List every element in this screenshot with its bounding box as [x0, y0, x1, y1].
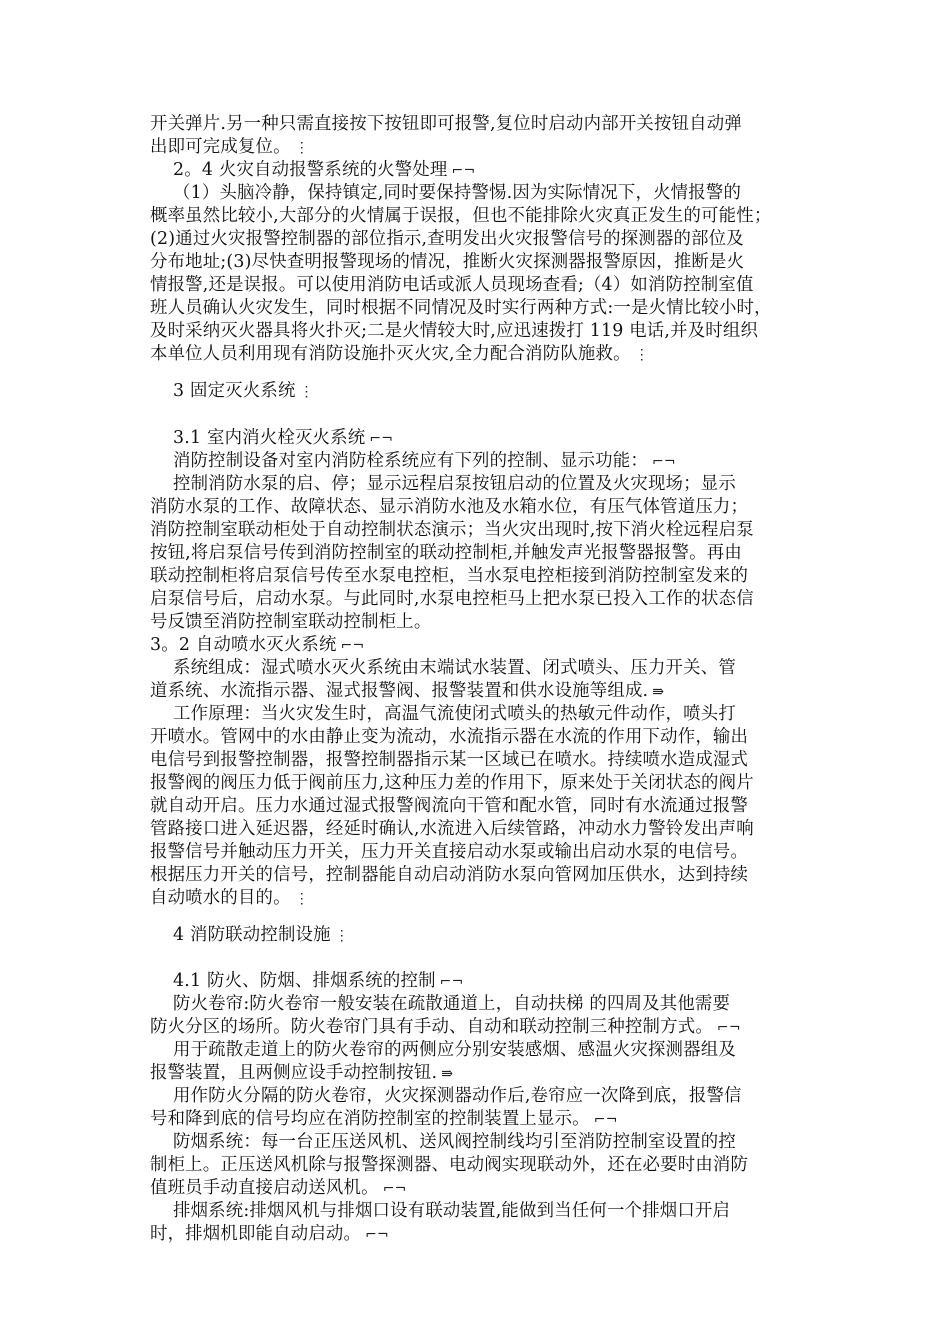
paragraph-mark-icon: ⌐¬	[365, 1227, 389, 1243]
text-line: 本单位人员利用现有消防设施扑灭火灾,全力配合消防队施救。 ⋮	[150, 344, 649, 364]
text-line: 号反馈至消防控制室联动控制柜上。	[150, 612, 432, 632]
text-line: 班人员确认火灾发生，同时根据不同情况及时实行两种方式:一是火情比较小时，	[150, 298, 772, 318]
paragraph-mark-icon: ⇛	[441, 1066, 454, 1082]
text-line: 按钮,将启泵信号传到消防控制室的联动控制柜,并触发声光报警器报警。再由	[150, 543, 742, 563]
text-line: 就自动开启。压力水通过湿式报警阀流向干管和配水管，同时有水流通过报警	[150, 796, 749, 816]
text-line: 用于疏散走道上的防火卷帘的两侧应分别安装感烟、感温火灾探测器组及	[173, 1040, 736, 1060]
text-line: 道系统、水流指示器、湿式报警阀、报警装置和供水设施等组成. ⇛	[150, 681, 665, 701]
paragraph-mark-icon: ⋮	[334, 928, 349, 944]
text-line: 时，排烟机即能自动启动。 ⌐¬	[150, 1224, 389, 1244]
text-line: 启泵信号后，启动水泵。与此同时,水泵电控柜马上把水泵已投入工作的状态信	[150, 589, 754, 609]
text-line: 用作防火分隔的防火卷帘，火灾探测器动作后,卷帘应一次降到底，报警信	[173, 1086, 742, 1106]
text-line: 防烟系统：每一台正压送风机、送风阀控制线均引至消防控制室设置的控	[173, 1132, 736, 1152]
section-heading: 3.1 室内消火栓灭火系统 ⌐¬	[173, 428, 394, 448]
paragraph-mark-icon: ⌐¬	[439, 974, 464, 990]
text-line: （1）头脑冷静，保持镇定,同时要保持警惕.因为实际情况下，火情报警的	[173, 183, 742, 203]
paragraph-mark-icon: ⌐¬	[369, 431, 394, 447]
paragraph-mark-icon: ⇛	[652, 684, 665, 700]
text-line: 排烟系统:排烟风机与排烟口设有联动装置,能做到当任何一个排烟口开启	[173, 1201, 731, 1221]
paragraph-mark-icon: ⋮	[299, 384, 314, 400]
text-line: 管路接口进入延迟器，经延时确认,水流进入后续管路，冲动水力警铃发出声响	[150, 819, 754, 839]
text-line: 控制消防水泵的启、停；显示远程启泵按钮启动的位置及火灾现场；显示	[173, 474, 736, 494]
paragraph-mark-icon: ⌐¬	[651, 454, 676, 470]
paragraph-mark-icon: ⌐¬	[593, 1112, 618, 1128]
section-heading: 3。2 自动喷水灭火系统 ⌐¬	[150, 635, 365, 655]
paragraph-mark-icon: ⋮	[294, 891, 309, 907]
paragraph-mark-icon: ⌐¬	[340, 638, 365, 654]
paragraph-mark-icon: ⌐¬	[382, 1181, 407, 1197]
text-line: 开喷水。管网中的水由静止变为流动，水流指示器在水流的作用下动作，输出	[150, 727, 749, 747]
paragraph-mark-icon: ⌐¬	[716, 1020, 741, 1036]
text-line: 值班员手动直接启动送风机。 ⌐¬	[150, 1178, 407, 1198]
section-heading: 4 消防联动控制设施 ⋮	[173, 925, 349, 945]
text-line: 联动控制柜将启泵信号传至水泵电控柜，当水泵电控柜接到消防控制室发来的	[150, 566, 749, 586]
paragraph-mark-icon: ⋮	[294, 140, 309, 156]
text-line: 及时采纳灭火器具将火扑灭;二是火情较大时,应迅速拨打 119 电话,并及时组织	[150, 321, 759, 341]
text-line: 工作原理：当火灾发生时，高温气流使闭式喷头的热敏元件动作，喷头打	[173, 704, 736, 724]
text-line: 消防水泵的工作、故障状态、显示消防水池及水箱水位，有压气体管道压力；	[150, 497, 749, 517]
text-line: 报警装置，且两侧应设手动控制按钮. ⇛	[150, 1063, 454, 1083]
text-line: 根据压力开关的信号，控制器能自动启动消防水泵向管网加压供水，达到持续	[150, 865, 749, 885]
text-line: 分布地址;(3)尽快查明报警现场的情况，推断火灾探测器报警原因，推断是火	[150, 252, 745, 272]
section-heading: 3 固定灭火系统 ⋮	[173, 381, 314, 401]
text-line: 自动喷水的目的。 ⋮	[150, 888, 309, 908]
text-line: 开关弹片.另一种只需直接按下按钮即可报警,复位时启动内部开关按钮自动弹	[150, 114, 742, 134]
text-line: 电信号到报警控制器，报警控制器指示某一区域已在喷水。持续喷水造成湿式	[150, 750, 749, 770]
text-line: 报警信号并触动压力开关，压力开关直接启动水泵或输出启动水泵的电信号。	[150, 842, 749, 862]
text-line: 防火卷帘:防火卷帘一般安装在疏散通道上，自动扶梯 的四周及其他需要	[173, 994, 731, 1014]
text-line: 消防控制设备对室内消防栓系统应有下列的控制、显示功能： ⌐¬	[173, 451, 676, 471]
section-heading: 4.1 防火、防烟、排烟系统的控制 ⌐¬	[173, 971, 464, 991]
text-line: 号和降到底的信号均应在消防控制室的控制装置上显示。 ⌐¬	[150, 1109, 618, 1129]
text-line: 情报警,还是误报。可以使用消防电话或派人员现场查看;（4）如消防控制室值	[150, 275, 754, 295]
text-line: 概率虽然比较小,大部分的火情属于误报，但也不能排除火灾真正发生的可能性；	[150, 206, 772, 226]
paragraph-mark-icon: ⌐¬	[451, 163, 476, 179]
text-line: 消防控制室联动柜处于自动控制状态演示；当火灾出现时,按下消火栓远程启泵	[150, 520, 754, 540]
paragraph-mark-icon: ⋮	[634, 347, 649, 363]
text-line: 系统组成：湿式喷水灭火系统由末端试水装置、闭式喷头、压力开关、管	[173, 658, 736, 678]
text-line: 制柜上。正压送风机除与报警探测器、电动阀实现联动外，还在必要时由消防	[150, 1155, 749, 1175]
text-line: 防火分区的场所。防火卷帘门具有手动、自动和联动控制三种控制方式。 ⌐¬	[150, 1017, 741, 1037]
text-line: 出即可完成复位。 ⋮	[150, 137, 309, 157]
text-line: 报警阀的阀压力低于阀前压力,这种压力差的作用下，原来处于关闭状态的阀片	[150, 773, 754, 793]
section-heading: 2。4 火灾自动报警系统的火警处理 ⌐¬	[173, 160, 476, 180]
text-line: (2)通过火灾报警控制器的部位指示,查明发出火灾报警信号的探测器的部位及	[150, 229, 744, 249]
